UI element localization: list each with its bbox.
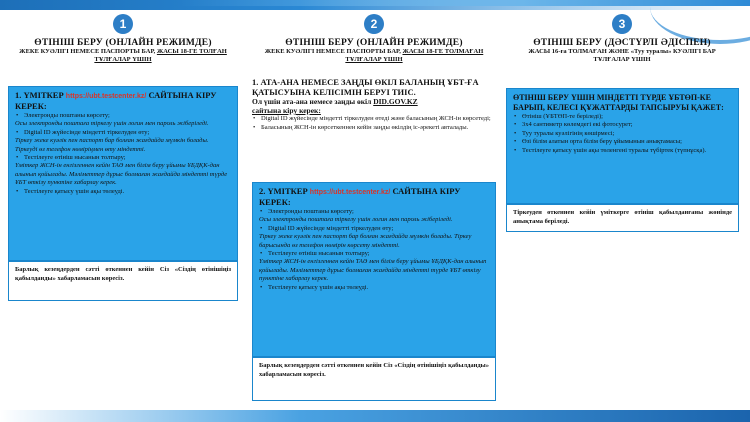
- column-subtitle: [8, 48, 238, 64]
- subtitle-age: ЖАСЫ 18-ГЕ ТОЛМАҒАН: [402, 48, 484, 55]
- step-number-badge: 2: [364, 14, 384, 34]
- column-3-header: [503, 14, 741, 64]
- consent-subheading-text: Ол үшін ата-ана немесе заңды өкіл: [252, 97, 372, 106]
- box-heading: [259, 187, 489, 207]
- box-heading: [15, 91, 231, 111]
- column-title: ӨТІНІШ БЕРУ (ОНЛАЙН РЕЖИМДЕ): [34, 38, 212, 48]
- list-note: Тіркеу жеке куәлік пен паспорт бар болған жағдайда мүмкін болады. Тіркеуді өз телефон нөміріңмен өту міндетті.: [15, 137, 209, 153]
- list-item: • Электронды поштаны көрсету;: [259, 208, 489, 216]
- subtitle-persons: ТҰЛҒАЛАР ҮШІН: [94, 56, 152, 63]
- column-1-header: [8, 14, 238, 64]
- step-number-badge: 3: [612, 14, 632, 34]
- subtitle-part: ЖЕКЕ КУӘЛІГІ НЕМЕСЕ ПАСПОРТЫ БАР,: [19, 48, 156, 55]
- list-item: • Тестілеуге өтініш нысанын толтыру;: [15, 154, 231, 162]
- box-heading-prefix: 1. ҮМІТКЕР: [15, 90, 64, 100]
- subtitle-persons: ТҰЛҒАЛАР ҮШІН: [345, 56, 403, 63]
- list-item: • Туу туралы куәлігінің көшірмесі;: [513, 130, 732, 138]
- column-2-result-note: Барлық кезеңдерден сәтті өткеннен кейін Сіз «Сіздің өтінішіңіз қабылданды» хабарламасын көресіз.: [252, 357, 496, 401]
- column-2-header: [249, 14, 499, 64]
- box-heading-suffix: САЙТЫНА КІРУ КЕРЕК:: [259, 186, 461, 207]
- bottom-decor-stripe: [0, 410, 750, 422]
- column-subtitle: [503, 48, 741, 64]
- parent-consent-section: [252, 77, 496, 132]
- list-item: • 3х4 сантиметр көлемдегі екі фотосурет;: [513, 121, 732, 129]
- subtitle-part: ЖАСЫ 16-ға ТОЛМАҒАН ЖӘНЕ «Туу туралы» КУӘЛІГІ БАР: [528, 48, 716, 55]
- column-2-steps-box: [252, 182, 496, 357]
- subtitle-age: ЖАСЫ 18-ГЕ ТОЛҒАН: [156, 48, 227, 55]
- list-item: • Тестілеуге қатысу үшін ақы төленгені туралы түбіртек (түпнұсқа).: [513, 147, 732, 155]
- list-item: • Электронды поштаны көрсету;: [15, 112, 231, 120]
- did-gov-link[interactable]: DID.GOV.KZ: [373, 97, 418, 106]
- subtitle-persons: ТҰЛҒАЛАР ҮШІН: [593, 56, 651, 63]
- list-item: • Баласының ЖСН-ін көрсеткеннен кейін заңды өкілдің іс-әрекеті авталады.: [252, 124, 496, 133]
- column-subtitle: [249, 48, 499, 64]
- list-item: • Тестілеуге қатысу үшін ақы төлеуді.: [15, 188, 231, 196]
- consent-subheading: [252, 97, 496, 115]
- consent-subheading-suffix: сайтына кіру керек:: [252, 106, 321, 115]
- column-3-result-note: Тіркеуден өткеннен кейін үміткерге өтініш қабылданғаны жөнінде анықтама беріледі.: [506, 204, 739, 232]
- step-number-badge: 1: [113, 14, 133, 34]
- column-3-documents-box: [506, 88, 739, 204]
- list-item: • Digital ID жүйесінде міндетті тіркелуден өту;: [15, 129, 231, 137]
- list-note: Осы электронды поштаға тіркелу үшін логин мен пароль жіберіледі.: [15, 120, 209, 128]
- list-note: Үміткер ЖСН-ін енгізгеннен кейін ТАӘ мен білім беру ұйымы ҰБДҚК-дан алынып қойылады. Мәліметтер дұрыс болмаған жағдайда міндетті түрде ҰБТ өткізу пунктіне хабарлау керек.: [15, 162, 228, 187]
- list-item: • Тестілеуге қатысу үшін ақы төлеуді.: [259, 284, 489, 292]
- ubt-site-link[interactable]: https://ubt.testcenter.kz/: [309, 189, 391, 196]
- list-item: • Тестілеуге өтініш нысанын толтыру;: [259, 250, 489, 258]
- consent-heading: 1. АТА-АНА НЕМЕСЕ ЗАҢДЫ ӨКІЛ БАЛАНЫҢ ҰБТ-ҒА ҚАТЫСУЫНА КЕЛІСІМІН БЕРУІ ТИІС.: [252, 77, 479, 97]
- list-item: • Digital ID жүйесінде міндетті тіркелуден өту;: [259, 225, 489, 233]
- list-note: Осы электронды поштаға тіркелу үшін логин мен пароль жіберіледі.: [259, 216, 453, 224]
- list-item: • Өзі білім алатын орта білім беру ұйымынын анықтамасы;: [513, 138, 732, 146]
- ubt-site-link[interactable]: https://ubt.testcenter.kz/: [65, 93, 147, 100]
- box-heading: ӨТІНІШ БЕРУ ҮШІН МІНДЕТТІ ТҮРДЕ ҰБТӨП-КЕ БАРЫП, КЕЛЕСІ ҚҰЖАТТАРДЫ ТАПСЫРУЫ ҚАЖЕТ:: [513, 93, 724, 112]
- column-title: ӨТІНІШ БЕРУ (ДӘСТҮРЛІ ӘДІСПЕН): [533, 38, 711, 48]
- box-heading-prefix: 2. ҮМІТКЕР: [259, 186, 308, 196]
- box-heading-suffix: САЙТЫНА КІРУ КЕРЕК:: [15, 90, 217, 111]
- column-1-steps-box: [8, 86, 238, 261]
- list-note: Тіркеу жеке куәлік пен паспорт бар болған жағдайда мүмкін болады. Тіркеу барысында өз телефон нөмірін көрсету міндетті.: [259, 233, 472, 249]
- column-title: ӨТІНІШ БЕРУ (ОНЛАЙН РЕЖИМДЕ): [285, 38, 463, 48]
- subtitle-part: ЖЕКЕ КУӘЛІГІ НЕМЕСЕ ПАСПОРТЫ БАР,: [264, 48, 401, 55]
- column-1-result-note: Барлық кезеңдерден сәтті өткеннен кейін Сіз «Сіздің өтінішіңіз қабылданды» хабарламасын көресіз.: [8, 261, 238, 301]
- list-note: Үміткер ЖСН-ін енгізгеннен кейін ТАӘ мен білім беру ұйымы ҰБДҚК-дан алынып қойылады. Мәліметтер дұрыс болмаған жағдайда міндетті түрде ҰБТ өткізу пунктіне хабарлау керек.: [259, 258, 487, 283]
- list-item: • Digital ID жүйесінде міндетті тіркелуден өтеді және баласының ЖСН-ін көрсетеді;: [252, 115, 496, 124]
- list-item: • Өтініш (ҰБТӨП-те беріледі);: [513, 113, 732, 121]
